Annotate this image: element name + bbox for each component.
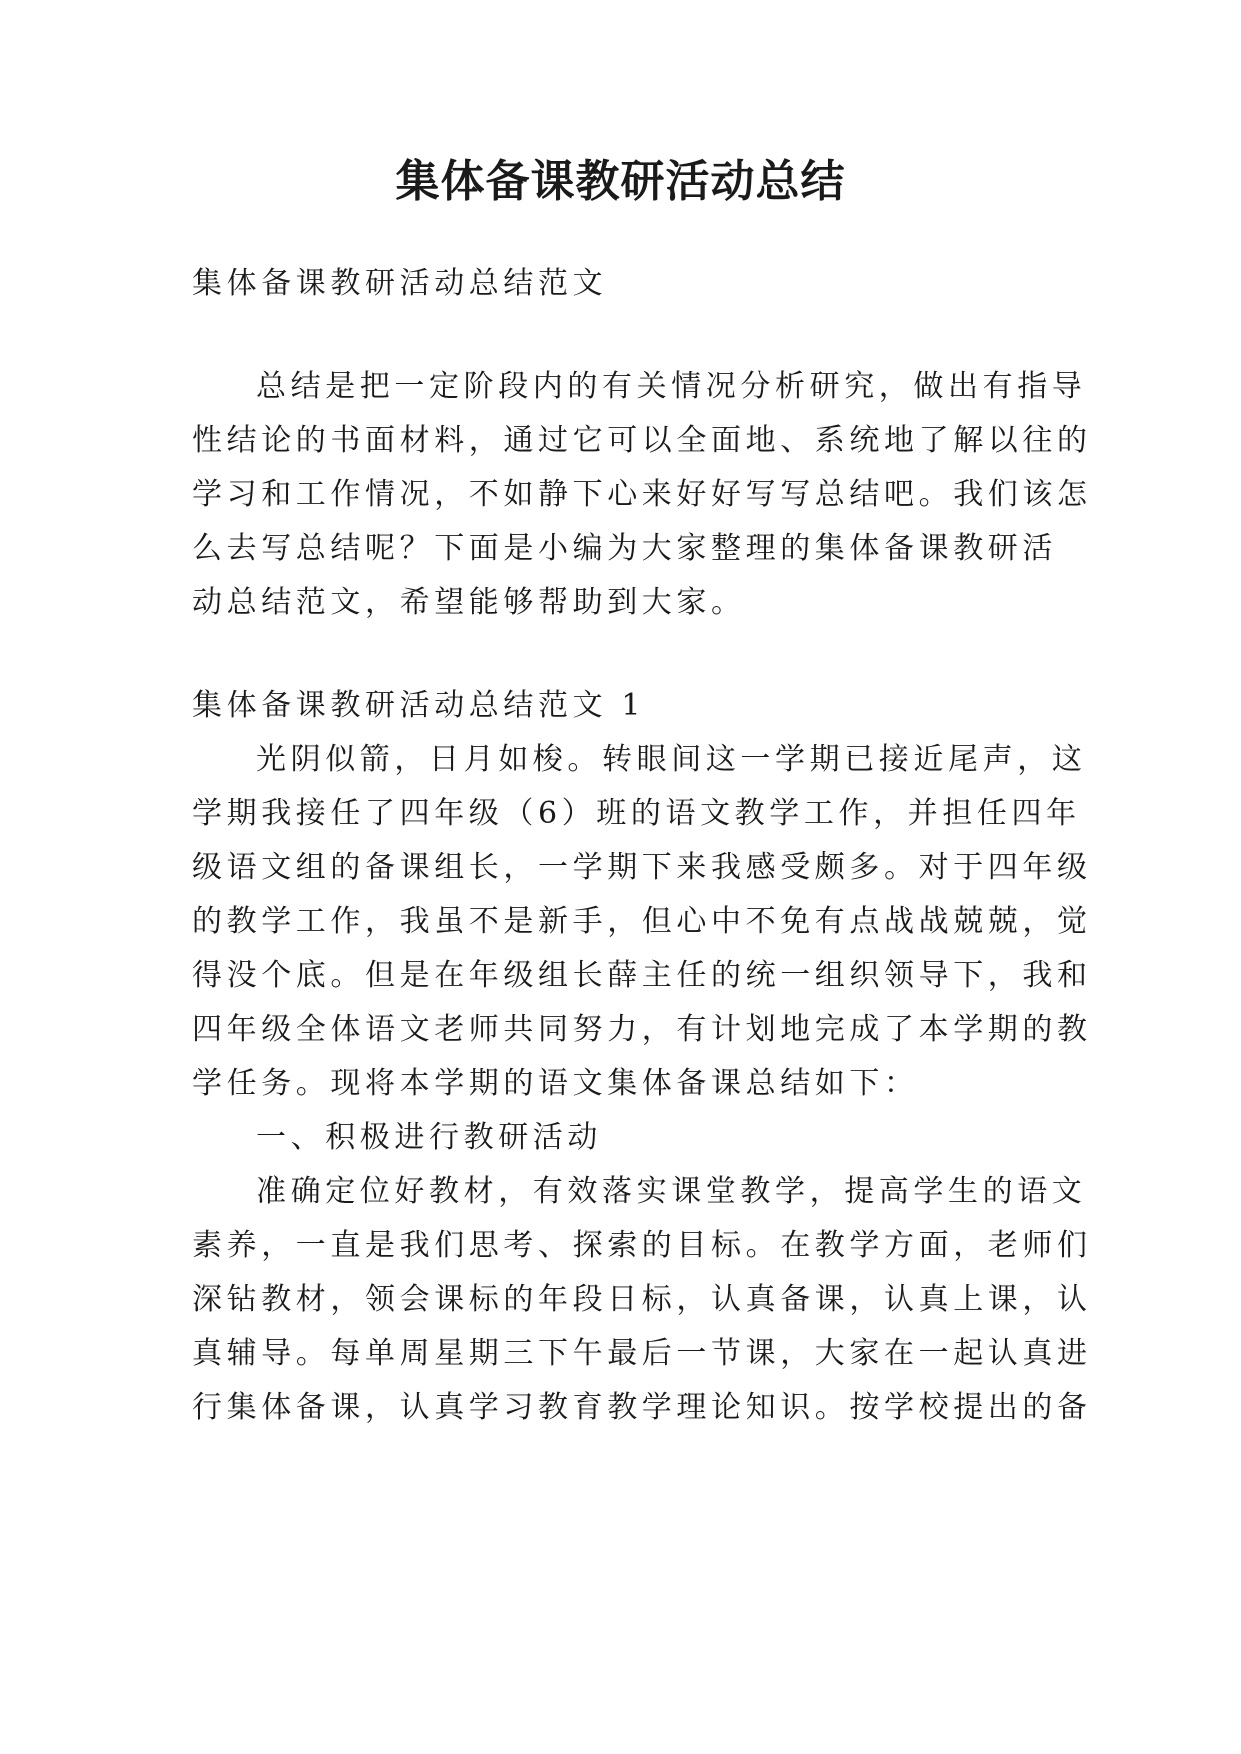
paragraph-line: 的教学工作，我虽不是新手，但心中不免有点战战兢兢，觉 [192,904,1092,939]
intro-line: 动总结范文，希望能够帮助到大家。 [192,585,746,620]
paragraph-line: 深钻教材，领会课标的年段日标，认真备课，认真上课，认 [192,1282,1092,1317]
paragraph-line: 四年级全体语文老师共同努力，有计划地完成了本学期的教 [192,1012,1092,1047]
document-subtitle: 集体备课教研活动总结范文 [192,266,608,301]
intro-line: 么去写总结呢？下面是小编为大家整理的集体备课教研活 [192,531,1057,566]
document-title: 集体备课教研活动总结 [395,156,846,207]
section-title: 集体备课教研活动总结范文 1 [192,688,646,723]
paragraph-line: 准确定位好教材，有效落实课堂教学，提高学生的语文 [256,1174,1087,1209]
paragraph-line: 得没个底。但是在年级组长薛主任的统一组织领导下，我和 [192,958,1092,993]
paragraph-line: 素养，一直是我们思考、探索的目标。在教学方面，老师们 [192,1228,1092,1263]
paragraph-line: 学期我接任了四年级（6）班的语文教学工作，并担任四年 [192,796,1081,831]
paragraph-line: 真辅导。每单周星期三下午最后一节课，大家在一起认真进 [192,1336,1092,1371]
paragraph-line: 学任务。现将本学期的语文集体备课总结如下： [192,1066,919,1101]
paragraph-line: 级语文组的备课组长，一学期下来我感受颇多。对于四年级 [192,850,1092,885]
intro-line: 学习和工作情况，不如静下心来好好写写总结吧。我们该怎 [192,477,1092,512]
paragraph-line: 行集体备课，认真学习教育教学理论知识。按学校提出的备 [192,1390,1092,1425]
intro-line: 总结是把一定阶段内的有关情况分析研究，做出有指导 [256,369,1087,404]
section-heading: 一、积极进行教研活动 [256,1120,602,1155]
intro-line: 性结论的书面材料，通过它可以全面地、系统地了解以往的 [192,423,1092,458]
paragraph-line: 光阴似箭，日月如梭。转眼间这一学期已接近尾声，这 [256,742,1087,777]
